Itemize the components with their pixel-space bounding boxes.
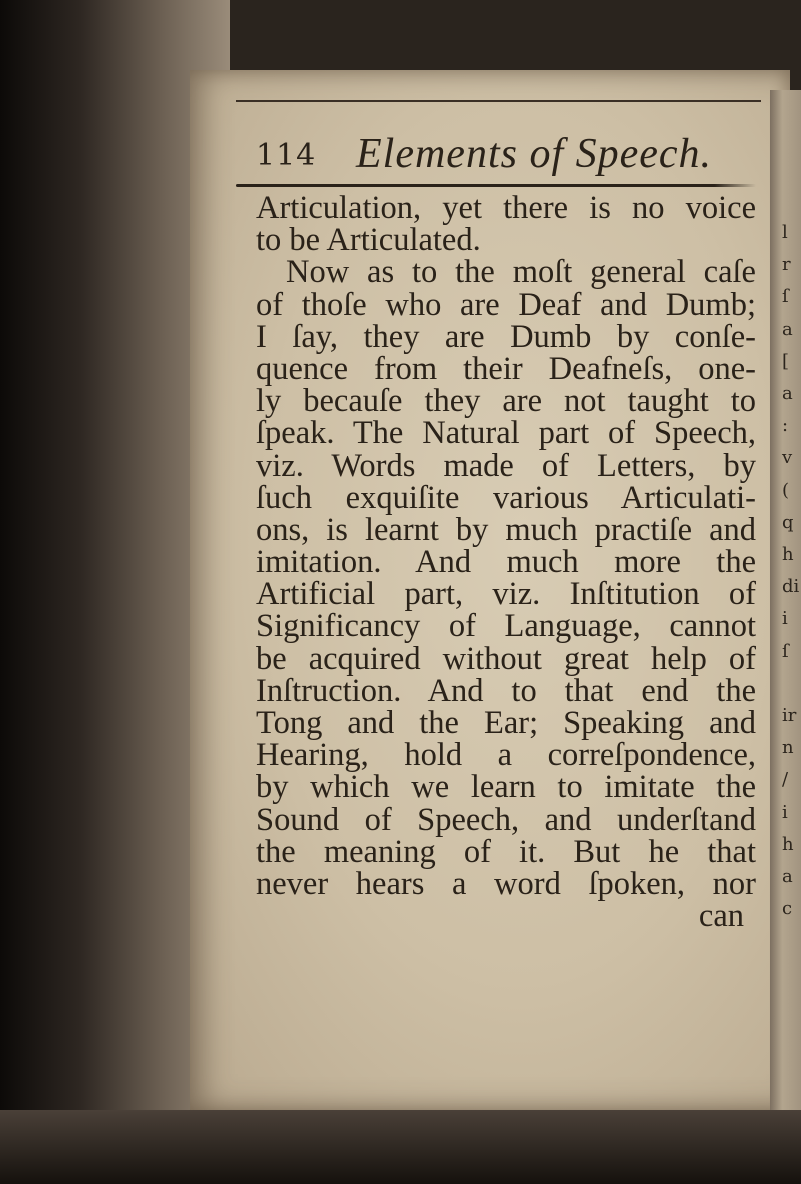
facing-page-fragment: : bbox=[782, 415, 789, 437]
text-line: of thoſe who are Deaf and Dumb; bbox=[256, 286, 756, 323]
text-line: imitation. And much more the bbox=[256, 544, 756, 581]
text-line: ly becauſe they are not taught to bbox=[256, 383, 756, 420]
facing-page-fragment: r bbox=[782, 254, 791, 276]
facing-page-edge bbox=[770, 90, 801, 1130]
text-line: ſuch exquiſite various Articulati- bbox=[256, 479, 756, 516]
facing-page-fragment: i bbox=[782, 608, 788, 630]
facing-page-fragment: ſ bbox=[782, 286, 789, 308]
facing-page-fragment: ſ bbox=[782, 640, 789, 662]
text-line: Significancy of Language, cannot bbox=[256, 608, 756, 645]
text-line: I ſay, they are Dumb by conſe- bbox=[256, 318, 756, 355]
facing-page-fragment: i bbox=[782, 801, 788, 823]
text-line: Artificial part, viz. Inſtitution of bbox=[256, 576, 756, 613]
header-rule bbox=[236, 184, 756, 187]
text-line: by which we learn to imitate the bbox=[256, 769, 756, 806]
facing-page-fragment: v bbox=[782, 447, 793, 469]
text-line: ſpeak. The Natural part of Speech, bbox=[256, 415, 756, 452]
facing-page-fragment: [ bbox=[782, 350, 790, 372]
catchword: can bbox=[698, 898, 744, 935]
page-number: 114 bbox=[256, 138, 317, 173]
text-line: Inſtruction. And to that end the bbox=[256, 672, 756, 709]
facing-page-fragment: / bbox=[782, 769, 789, 791]
text-line: ons, is learnt by much practiſe and bbox=[256, 511, 756, 548]
text-line: the meaning of it. But he that bbox=[256, 833, 756, 870]
facing-page-fragment: n bbox=[782, 737, 794, 759]
text-line: Articulation, yet there is no voice bbox=[256, 190, 756, 226]
page-header bbox=[236, 130, 776, 180]
facing-page-fragment: a bbox=[782, 866, 793, 887]
scanner-bottom-edge bbox=[0, 1110, 801, 1184]
facing-page-fragment: l bbox=[782, 222, 788, 243]
text-line: Now as to the moſt general caſe bbox=[286, 254, 756, 291]
text-line: never hears a word ſpoken, nor bbox=[256, 865, 756, 902]
text-line: quence from their Deafneſs, one- bbox=[256, 350, 756, 387]
facing-page-fragment: ( bbox=[782, 479, 790, 501]
running-head: Elements of Speech. bbox=[356, 131, 713, 177]
text-line: Sound of Speech, and underſtand bbox=[256, 801, 756, 838]
text-line: to be Articulated. bbox=[256, 222, 481, 259]
facing-page-fragment: h bbox=[782, 833, 794, 855]
text-line: viz. Words made of Letters, by bbox=[256, 447, 756, 484]
facing-page-fragment: c bbox=[782, 898, 793, 920]
facing-page-fragment: ir bbox=[782, 705, 797, 726]
facing-page-fragment: q bbox=[782, 511, 794, 533]
top-rule bbox=[236, 100, 761, 102]
facing-page-fragment: di bbox=[782, 576, 800, 598]
text-line: Tong and the Ear; Speaking and bbox=[256, 705, 756, 741]
body-text bbox=[256, 190, 756, 935]
facing-page-fragment: a bbox=[782, 383, 793, 404]
text-line: be acquired without great help of bbox=[256, 640, 756, 677]
facing-page-fragment: h bbox=[782, 544, 794, 565]
text-line: Hearing, hold a correſpondence, bbox=[256, 737, 756, 774]
facing-page-fragment: a bbox=[782, 318, 793, 340]
